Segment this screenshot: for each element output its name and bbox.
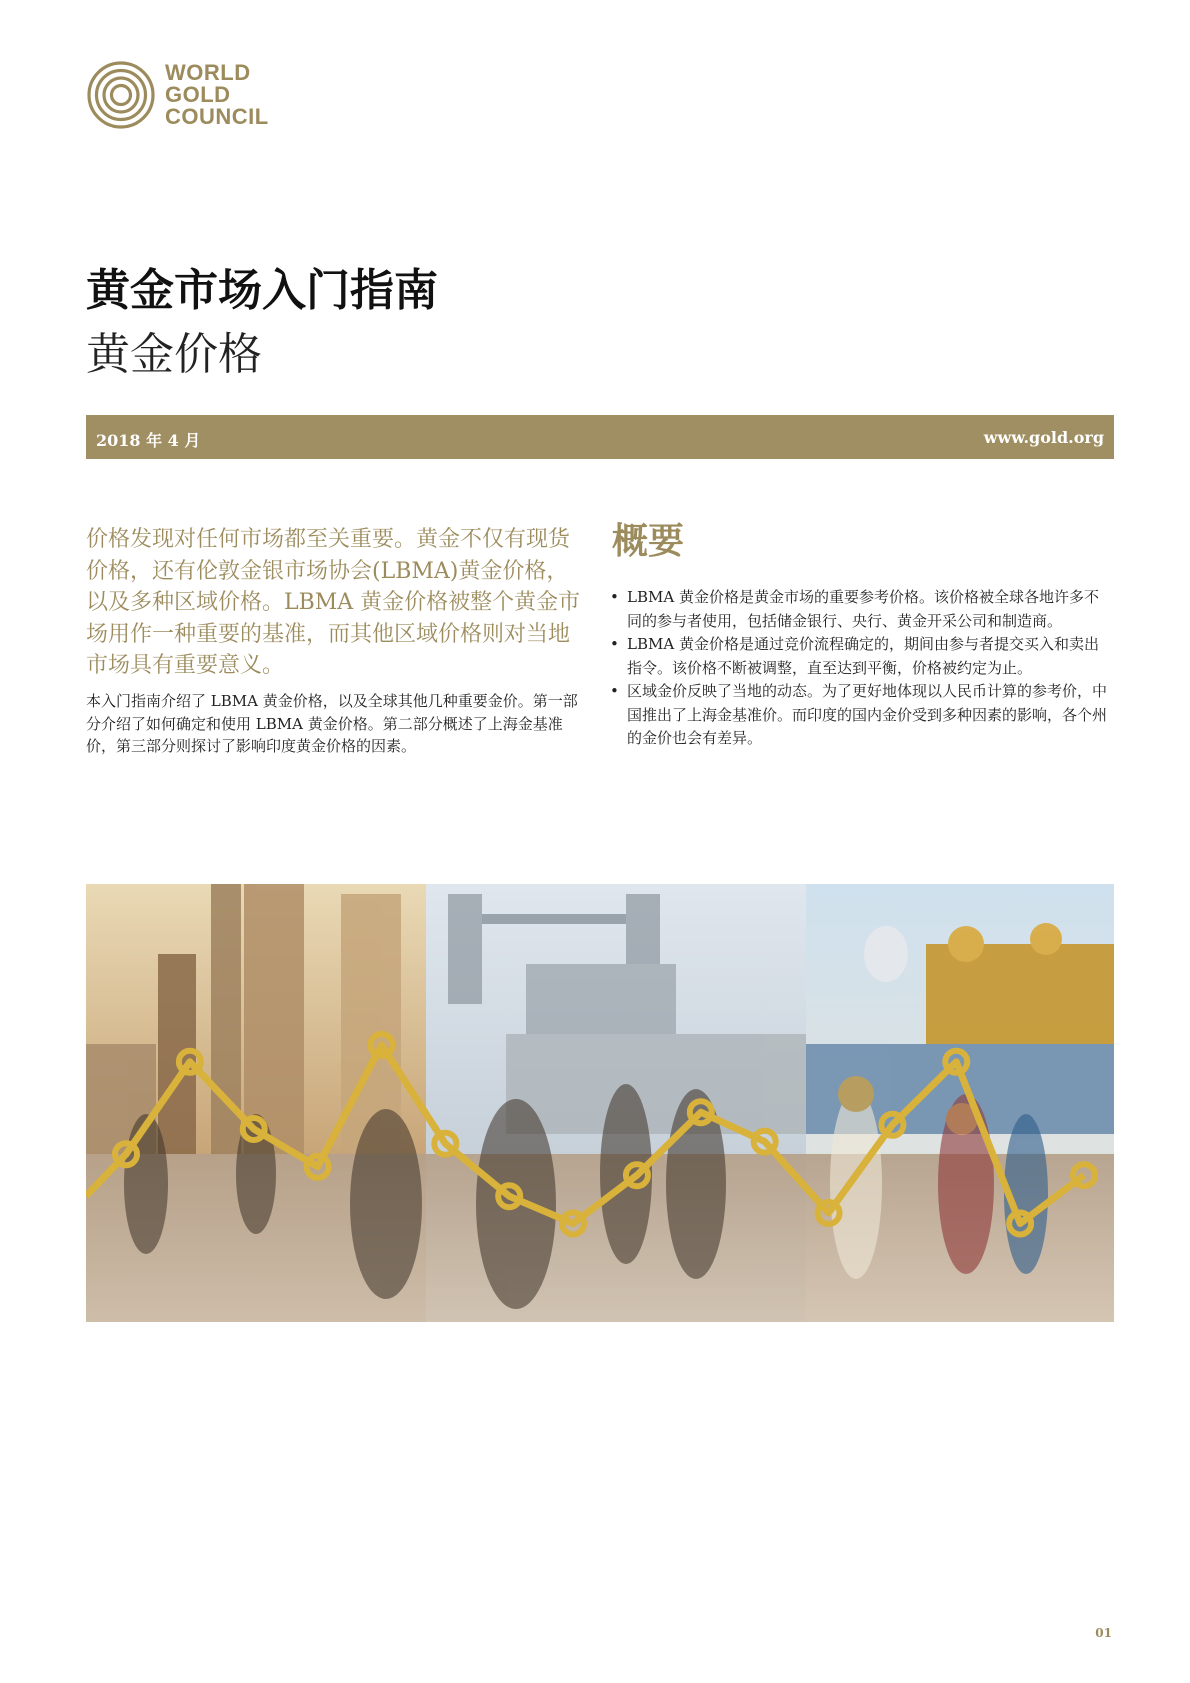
page-number: 01 xyxy=(1095,1626,1112,1640)
website-link[interactable]: www.gold.org xyxy=(983,428,1104,447)
logo-wordmark xyxy=(165,62,269,128)
summary-heading: 概要 xyxy=(612,521,685,562)
world-gold-council-logo xyxy=(86,58,286,138)
lead-paragraph: 价格发现对任何市场都至关重要。黄金不仅有现货价格，还有伦敦金银市场协会(LBMA)黄金价格，以及多种区域价格。LBMA 黄金价格被整个黄金市场用作一种重要的基准，而其他区域价格则对当地市场具有重要意义。 xyxy=(86,527,581,678)
summary-list xyxy=(610,586,1110,751)
concentric-rings-icon xyxy=(86,60,156,130)
hero-image xyxy=(86,884,1114,1322)
summary-bullet-text: 区域金价反映了当地的动态。为了更好地体现以人民币计算的参考价，中国推出了上海金基准价。而印度的国内金价受到多种因素的影响，各个州的金价也会有差异。 xyxy=(627,682,1108,747)
summary-bullet xyxy=(610,680,1110,751)
logo-line-3: COUNCIL xyxy=(165,104,269,129)
intro-paragraph: 本入门指南介绍了 LBMA 黄金价格，以及全球其他几种重要金价。第一部分介绍了如何确定和使用 LBMA 黄金价格。第二部分概述了上海金基准价，第三部分则探讨了影响印度黄金价格的因素。 xyxy=(86,692,578,755)
date-band xyxy=(86,415,1114,459)
summary-bullet xyxy=(610,586,1110,633)
logo-line-1: WORLD xyxy=(165,60,251,85)
logo-line-2: GOLD xyxy=(165,82,231,107)
page-subtitle: 黄金价格 xyxy=(86,329,262,380)
bullet-dot-icon: • xyxy=(610,682,619,700)
bullet-dot-icon: • xyxy=(610,588,619,606)
summary-bullet-text: LBMA 黄金价格是通过竞价流程确定的，期间由参与者提交买入和卖出指令。该价格不断被调整，直至达到平衡，价格被约定为止。 xyxy=(627,635,1099,677)
summary-bullet-text: LBMA 黄金价格是黄金市场的重要参考价格。该价格被全球各地许多不同的参与者使用，包括储金银行、央行、黄金开采公司和制造商。 xyxy=(627,588,1099,630)
bullet-dot-icon: • xyxy=(610,635,619,653)
page-title: 黄金市场入门指南 xyxy=(86,265,438,316)
publication-date: 2018 年 4 月 xyxy=(96,431,201,450)
hero-collage-illustration xyxy=(86,884,1114,1322)
summary-bullet xyxy=(610,633,1110,680)
